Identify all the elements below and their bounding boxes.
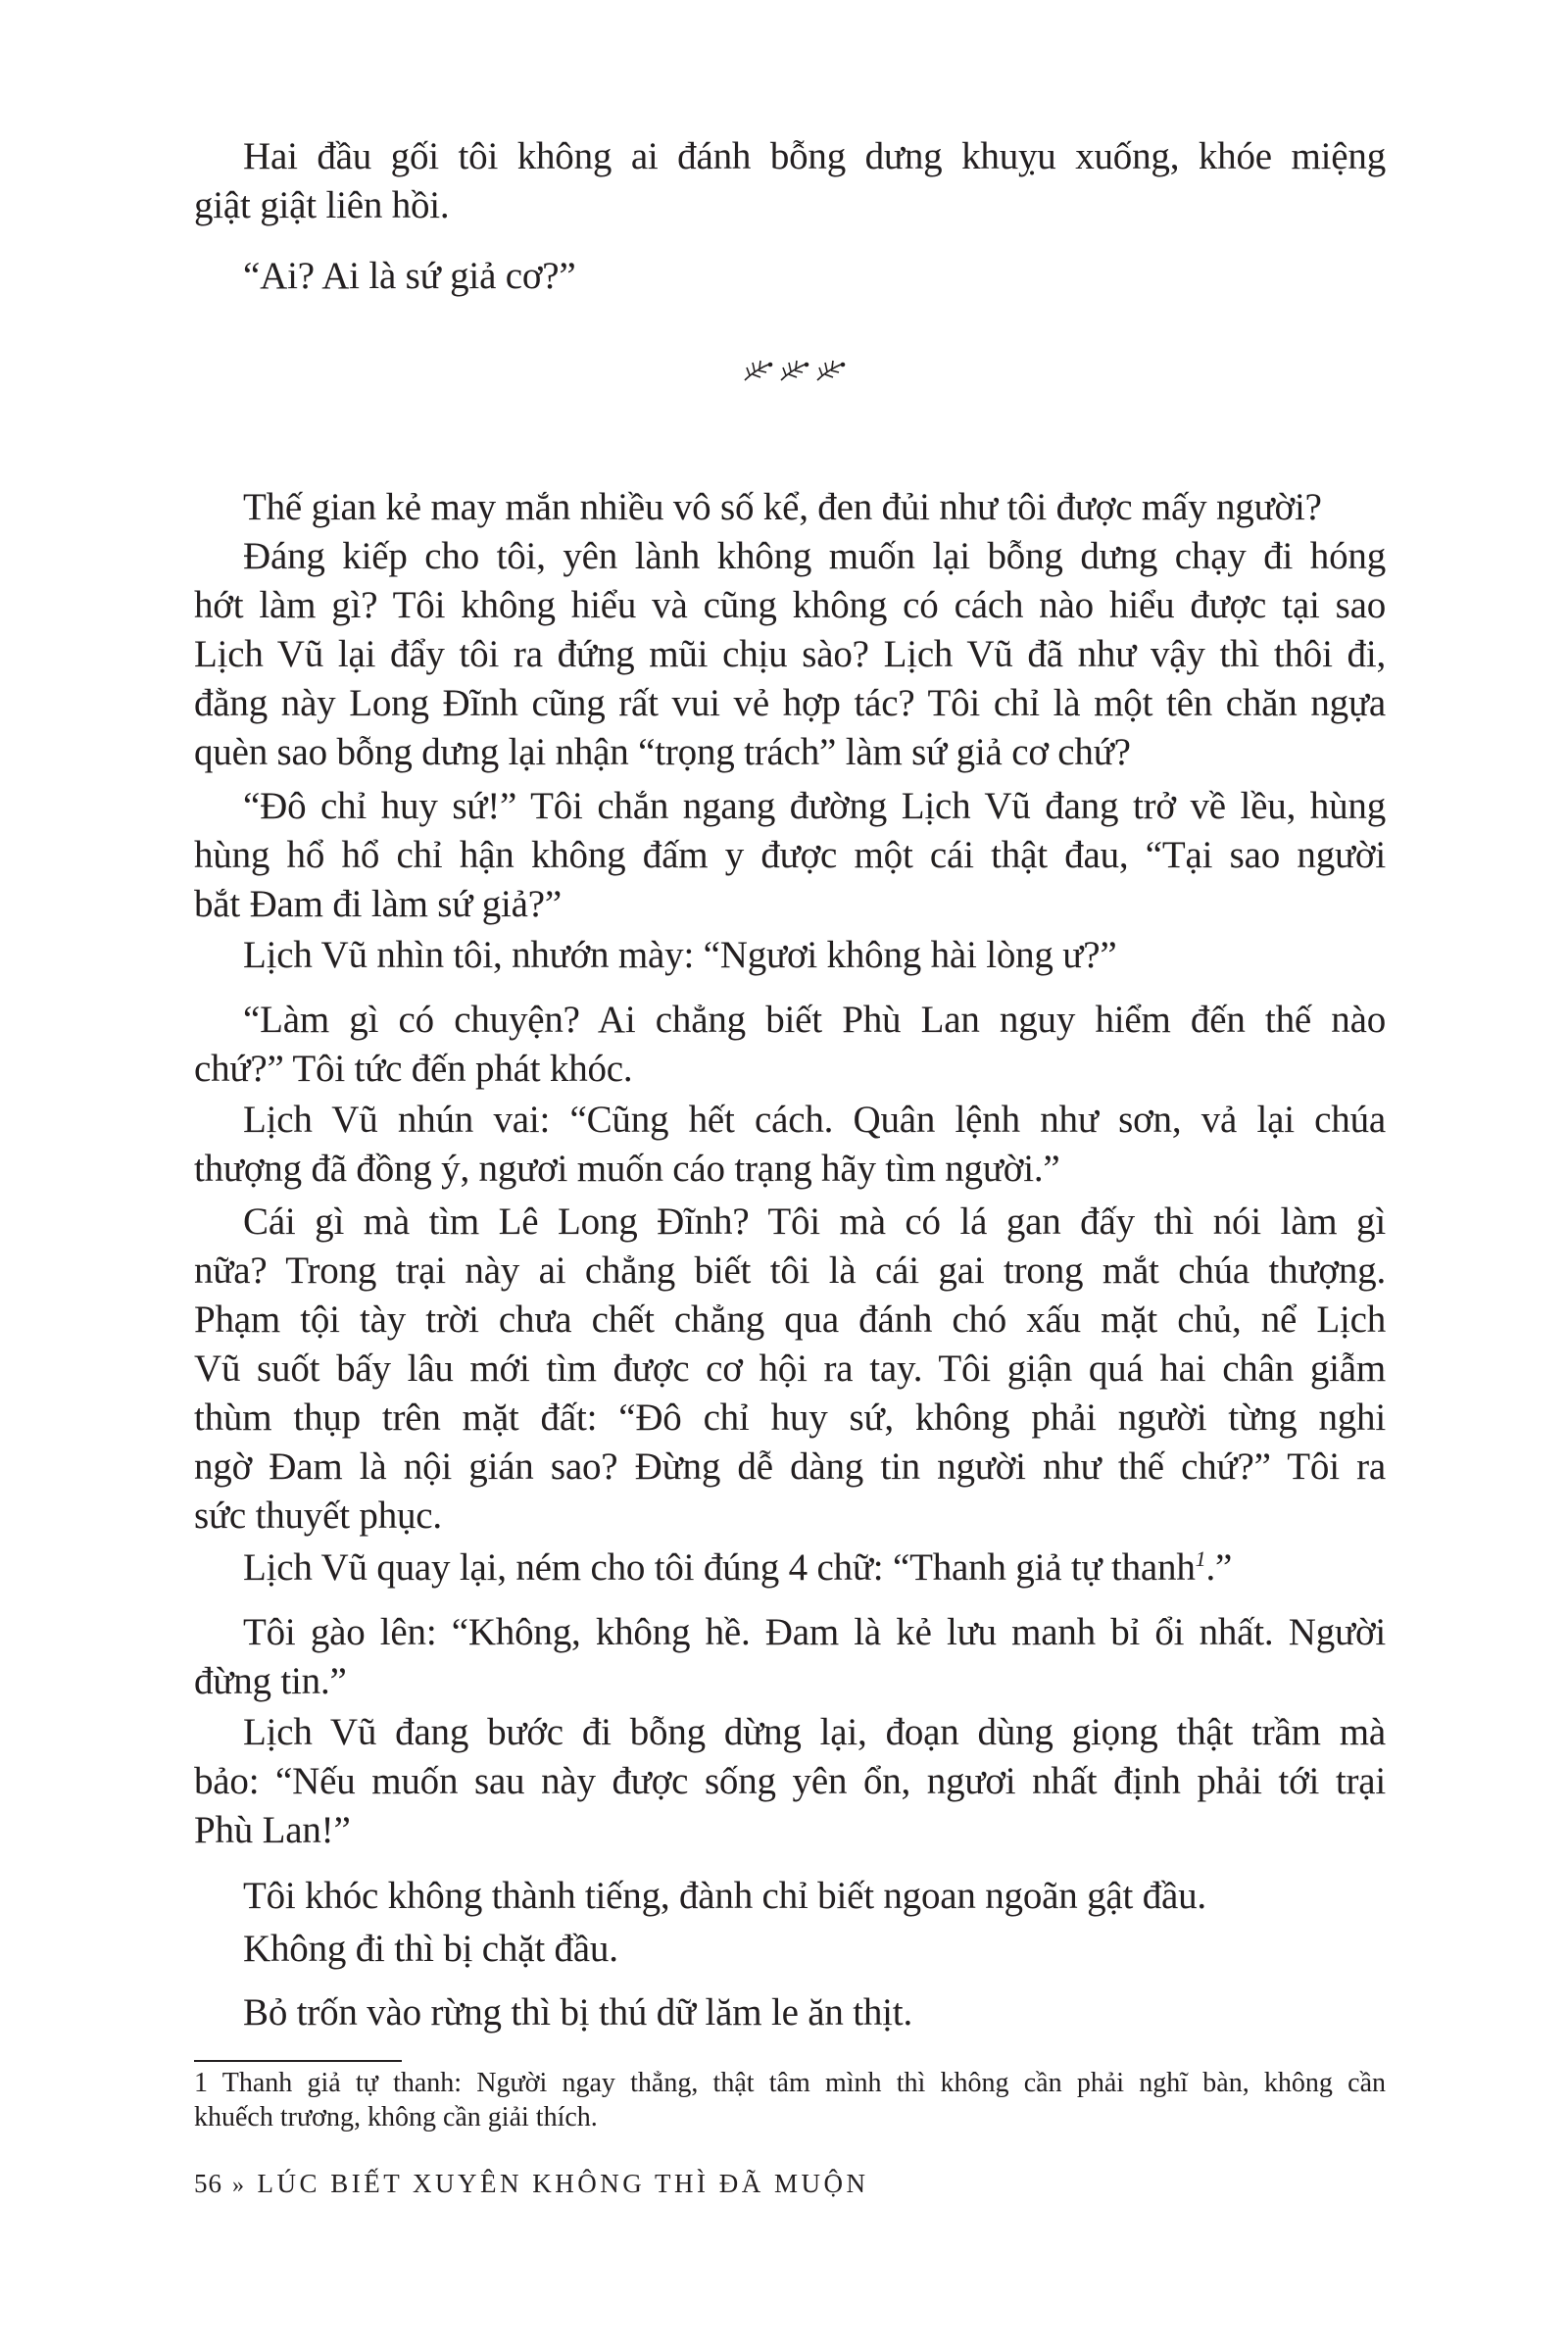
paragraph [194,1925,1386,1974]
text-line: Cái gì mà tìm Lê Long Đĩnh? Tôi mà có lá gan đấy thì nói làm gì [243,1200,1386,1243]
text-line [194,1544,1386,1592]
paragraph [194,1708,1386,1855]
text-line: giật giật liên hồi. [194,184,450,226]
text-line: “Đô chỉ huy sứ!” Tôi chắn ngang đường Lịch Vũ đang trở về lều, hùng [243,785,1386,827]
text-line: bắt Đam đi làm sứ giả?” [194,883,563,925]
text-line: Lịch Vũ nhìn tôi, nhướn mày: “Ngươi không hài lòng ư?” [243,934,1117,976]
paragraph [194,996,1386,1094]
running-footer [194,2166,868,2203]
text-line: nữa? Trong trại này ai chẳng biết tôi là cái gai trong mắt chúa thượng. [194,1250,1386,1292]
text-line: Hai đầu gối tôi không ai đánh bỗng dưng khuỵu xuống, khóe miệng [243,135,1386,177]
text-line: đằng này Long Đĩnh cũng rất vui vẻ hợp tác? Tôi chỉ là một tên chăn ngựa [194,682,1386,724]
double-chevron-icon: » [232,2173,248,2198]
paragraph [194,1608,1386,1706]
text-line: sức thuyết phục. [194,1494,442,1537]
text-line: ngờ Đam là nội gián sao? Đừng dễ dàng tin người như thế chứ?” Tôi ra [194,1446,1386,1488]
text-line: bảo: “Nếu muốn sau này được sống yên ổn, ngươi nhất định phải tới trại [194,1760,1386,1802]
paragraph [194,132,1386,230]
footnote-line: 1 Thanh giả tự thanh: Người ngay thẳng, thật tâm mình thì không cần phải nghĩ bàn, không cần [194,2068,1386,2098]
text-line: Thế gian kẻ may mắn nhiều vô số kể, đen đủi như tôi được mấy người? [243,486,1322,528]
text-line: hùng hổ hổ chỉ hận không đấm y được một cái thật đau, “Tại sao người [194,834,1386,876]
text-line: Phù Lan!” [194,1809,351,1851]
text-line: chứ?” Tôi tức đến phát khóc. [194,1048,633,1090]
text-line: Tôi gào lên: “Không, không hề. Đam là kẻ lưu manh bỉ ổi nhất. Người [243,1611,1386,1653]
paragraph [194,782,1386,929]
text-line: Lịch Vũ nhún vai: “Cũng hết cách. Quân lệnh như sơn, vả lại chúa [243,1099,1386,1141]
text-line: “Ai? Ai là sứ giả cơ?” [243,255,576,297]
text-line: Đáng kiếp cho tôi, yên lành không muốn lại bỗng dưng chạy đi hóng [243,535,1386,577]
text-line: thùm thụp trên mặt đất: “Đô chỉ huy sứ, không phải người từng nghi [194,1396,1386,1439]
text-line: Vũ suốt bấy lâu mới tìm được cơ hội ra tay. Tôi giận quá hai chân giẫm [194,1348,1386,1390]
paragraph [194,483,1386,532]
text-segment: Lịch Vũ quay lại, ném cho tôi đúng 4 chữ: “Thanh giả tự thanh [243,1546,1196,1589]
text-line: Lịch Vũ lại đẩy tôi ra đứng mũi chịu sào? Lịch Vũ đã như vậy thì thôi đi, [194,633,1386,675]
paragraph [194,1096,1386,1194]
text-line: hớt làm gì? Tôi không hiểu và cũng không có cách nào hiểu được tại sao [194,584,1386,626]
paragraph [194,1988,1386,2037]
paragraph [194,1872,1386,1921]
text-segment: .” [1205,1546,1233,1589]
text-line: “Làm gì có chuyện? Ai chẳng biết Phù Lan nguy hiểm đến thế nào [243,999,1386,1041]
text-line: đừng tin.” [194,1660,347,1702]
paragraph [194,1544,1386,1592]
footnote [194,2066,1386,2134]
page-number: 56 [194,2169,222,2198]
text-line: thượng đã đồng ý, ngươi muốn cáo trạng hãy tìm người.” [194,1148,1060,1190]
text-line: Bỏ trốn vào rừng thì bị thú dữ lăm le ăn thịt. [243,1991,912,2034]
text-line: quèn sao bỗng dưng lại nhận “trọng trách” làm sứ giả cơ chứ? [194,731,1131,773]
text-line: Tôi khóc không thành tiếng, đành chỉ biết ngoan ngoãn gật đầu. [243,1875,1206,1917]
paragraph [194,1198,1386,1541]
text-line: Lịch Vũ đang bước đi bỗng dừng lại, đoạn dùng giọng thật trầm mà [243,1711,1386,1753]
text-line: Không đi thì bị chặt đầu. [243,1928,618,1970]
leaf-sprig-divider-icon [741,357,849,386]
paragraph [194,931,1386,980]
text-line: Phạm tội tày trời chưa chết chẳng qua đánh chó xấu mặt chủ, nể Lịch [194,1298,1386,1341]
paragraph [194,532,1386,777]
footnote-line: khuếch trương, không cần giải thích. [194,2102,598,2132]
book-title: LÚC BIẾT XUYÊN KHÔNG THÌ ĐÃ MUỘN [257,2169,869,2198]
paragraph [194,252,1386,301]
footnote-reference[interactable]: 1 [1195,1546,1206,1571]
footnote-separator [194,2060,402,2062]
